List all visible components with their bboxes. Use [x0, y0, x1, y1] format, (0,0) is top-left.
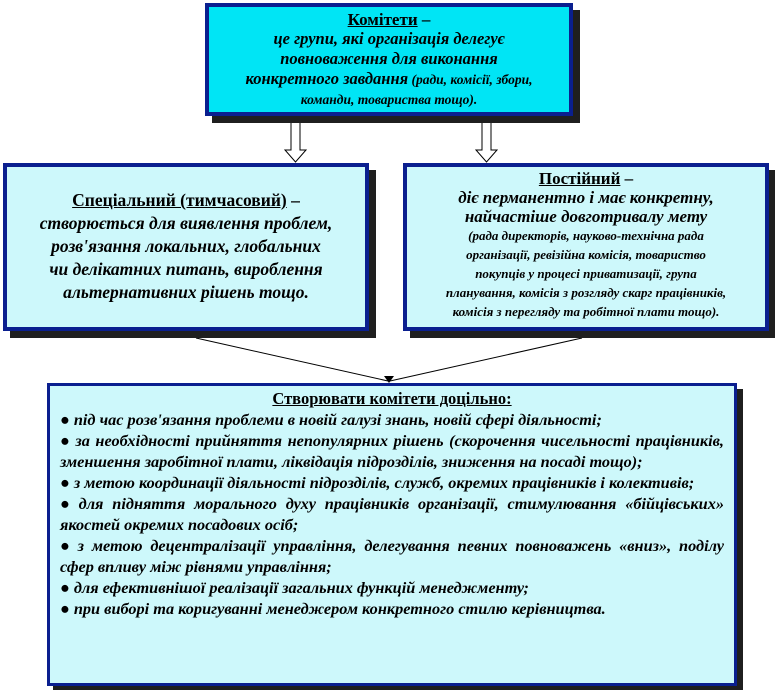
permanent-title-dash: – — [620, 169, 634, 188]
bullet-icon: ● — [60, 410, 70, 429]
advisable-item-3 — [60, 472, 724, 493]
committees-examples-a: (ради, комісії, збори, — [408, 72, 533, 87]
committees-title-line — [217, 10, 561, 29]
connector-special-to-advisable — [196, 338, 388, 381]
advisable-item-2 — [60, 430, 724, 472]
advisable-item-text: для підняття морального духу працівників організації, стимулювання «бійцівських» якостей окремих посадових осіб; — [60, 494, 724, 534]
permanent-line-1: діє перманентно і має конкретну, — [458, 188, 714, 207]
special-line-1: створюється для виявлення проблем, — [39, 213, 333, 233]
committees-line-2: повноваження для виконання — [280, 49, 498, 68]
arrow-to-permanent — [476, 120, 497, 162]
permanent-example-4: планування, комісія з розгляду скарг працівників, — [445, 285, 727, 300]
committees-title: Комітети — [347, 10, 418, 29]
advisable-box — [47, 383, 737, 686]
bullet-icon: ● — [60, 431, 72, 450]
arrow-to-special — [285, 120, 306, 162]
advisable-item-7 — [60, 598, 724, 619]
bullet-icon: ● — [60, 494, 75, 513]
advisable-item-text: під час розв'язання проблеми в новій галузі знань, новій сфері діяльності; — [73, 410, 602, 429]
special-title: Спеціальний (тимчасовий) — [72, 190, 287, 210]
committees-line-3-text: конкретного завдання — [245, 69, 409, 88]
special-committee-box — [3, 163, 369, 331]
advisable-item-text: за необхідності прийняття непопулярних рішень (скорочення чисельності працівників, зменшення заробітної плати, ліквідація підрозділів, зниження на посаді тощо); — [60, 431, 724, 471]
permanent-example-3: покупців у процесі приватизації, група — [475, 266, 697, 281]
bullet-icon: ● — [60, 578, 70, 597]
permanent-example-1: (рада директорів, науково-технічна рада — [468, 228, 704, 243]
arrowhead-to-advisable — [384, 376, 394, 383]
advisable-item-6 — [60, 577, 724, 598]
connector-permanent-to-advisable — [390, 338, 582, 381]
permanent-example-5: комісія з перегляду та робітної плати тощо). — [452, 304, 720, 319]
permanent-line-2: найчастіше довготривалу мету — [464, 207, 708, 226]
committees-line-1: це групи, які організація делегує — [273, 29, 505, 48]
special-line-3: чи делікатних питань, вироблення — [49, 259, 323, 279]
special-title-dash: – — [286, 190, 300, 210]
committees-examples-b: команди, товариства тощо). — [300, 92, 478, 107]
advisable-item-1 — [60, 409, 724, 430]
special-line-4: альтернативних рішень тощо. — [63, 282, 309, 302]
committees-definition-box — [205, 3, 573, 116]
advisable-item-text: для ефективнішої реалізації загальних функцій менеджменту; — [73, 578, 529, 597]
special-title-line — [21, 189, 351, 212]
advisable-item-5 — [60, 535, 724, 577]
advisable-item-text: з метою децентралізації управління, делегування певних повноважень «вниз», поділу сфер впливу між рівнями управління; — [60, 536, 724, 576]
advisable-title: Створювати комітети доцільно: — [272, 389, 512, 408]
permanent-committee-box — [403, 163, 769, 331]
advisable-item-4 — [60, 493, 724, 535]
special-line-2: розв'язання локальних, глобальних — [51, 236, 321, 256]
committees-line-3 — [217, 69, 561, 90]
advisable-item-text: з метою координації діяльності підрозділів, служб, окремих працівників і колективів; — [73, 473, 695, 492]
permanent-title-line — [413, 169, 759, 188]
bullet-icon: ● — [60, 536, 74, 555]
permanent-example-2: організації, ревізійна комісія, товариство — [466, 247, 706, 262]
bullet-icon: ● — [60, 599, 70, 618]
committees-title-dash: – — [417, 10, 431, 29]
advisable-item-text: при виборі та коригуванні менеджером конкретного стилю керівництва. — [73, 599, 606, 618]
permanent-title: Постійний — [538, 169, 621, 188]
bullet-icon: ● — [60, 473, 70, 492]
